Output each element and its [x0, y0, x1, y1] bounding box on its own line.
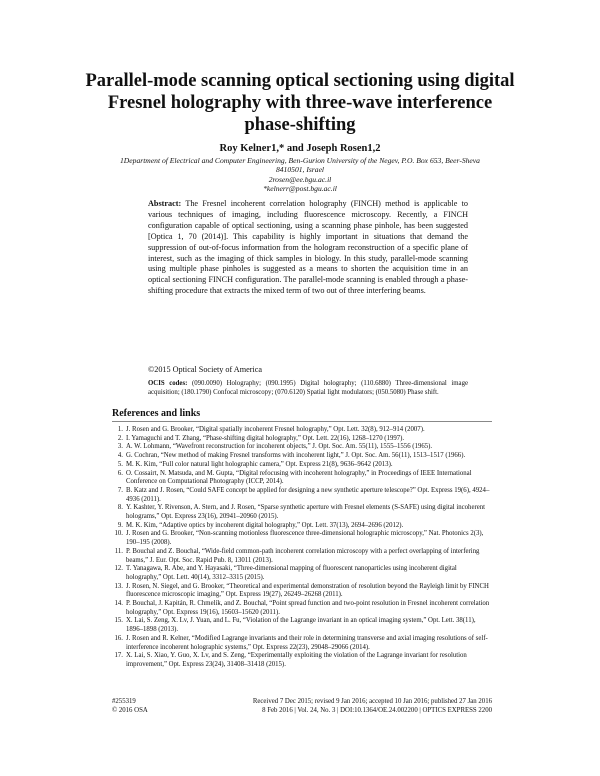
reference-item	[112, 452, 492, 461]
copyright-notice: ©2015 Optical Society of America	[148, 365, 262, 374]
author-list: Roy Kelner1,* and Joseph Rosen1,2	[219, 143, 381, 154]
reference-number: 4.	[117, 452, 123, 460]
reference-item	[112, 635, 492, 652]
reference-number: 13.	[114, 582, 123, 590]
reference-number: 1.	[117, 426, 123, 433]
reference-number: 10.	[114, 530, 123, 538]
paper-title: Parallel-mode scanning optical sectioning using digital Fresnel holography with three-wave interference phase-shifting	[85, 71, 515, 135]
references-heading: References and links	[112, 408, 201, 419]
email-link[interactable]: *kelnerr@post.bgu.ac.il	[263, 184, 337, 194]
footer-copyright: © 2016 OSA	[112, 707, 148, 714]
reference-item	[112, 470, 492, 487]
reference-text: G. Cochran, “New method of making Fresnel transforms with incoherent light,” J. Opt. Soc. Am. 56(11), 1513–1517 (1966).	[126, 452, 466, 460]
reference-text: M. K. Kim, “Full color natural light holographic camera,” Opt. Express 21(8), 9636–9642 (2013).	[126, 460, 393, 468]
reference-number: 3.	[117, 443, 123, 451]
reference-text: J. Rosen and G. Brooker, “Non-scanning motionless fluorescence three-dimensional holographic microscopy,” Nat. Photonics 2(3), 190–195 (2008).	[126, 530, 484, 547]
ocis-codes	[148, 380, 468, 397]
reference-item	[112, 530, 492, 547]
reference-item	[112, 548, 492, 565]
received-dates: Received 7 Dec 2015; revised 9 Jan 2016; accepted 10 Jan 2016; published 27 Jan 2016	[252, 698, 492, 705]
reference-item	[112, 565, 492, 582]
reference-text: O. Cossairt, N. Matsuda, and M. Gupta, “Digital refocusing with incoherent holography,” in Proceedings of IEEE International Conference on Computational Photography (ICCP, 2014).	[126, 469, 472, 486]
reference-item	[112, 487, 492, 504]
reference-number: 12.	[114, 565, 123, 573]
email-link[interactable]: 2rosen@ee.bgu.ac.il	[268, 174, 332, 184]
ocis-text: (090.0090) Holography; (090.1995) Digital holography; (110.6880) Three-dimensional image acquisition; (180.1790) Confocal microscopy; (070.6120) Spatial light modulators; (050.5080) Phase shift.	[148, 380, 468, 396]
reference-item	[112, 522, 492, 531]
reference-text: M. K. Kim, “Adaptive optics by incoherent digital holography,” Opt. Lett. 37(13), 2694–2696 (2012).	[126, 521, 404, 529]
reference-number: 17.	[114, 652, 123, 660]
reference-item	[112, 426, 492, 435]
reference-list	[112, 426, 492, 670]
reference-text: P. Bouchal and Z. Bouchal, “Wide-field common-path incoherent correlation microscopy with a perfect overlapping of interfering beams,” J. Eur. Opt. Soc. Rapid Pub. 8, 13011 (2013).	[126, 547, 480, 564]
reference-text: X. Lai, S. Zeng, X. Lv, J. Yuan, and L. Fu, “Violation of the Lagrange invariant in an optical imaging system,” Opt. Lett. 38(11), 1896–1898 (2013).	[126, 617, 476, 634]
reference-number: 2.	[117, 434, 123, 442]
reference-text: A. W. Lohmann, “Wavefront reconstruction for incoherent objects,” J. Opt. Soc. Am. 55(11), 1555–1556 (1965).	[126, 443, 433, 451]
abstract-label: Abstract:	[148, 199, 182, 208]
reference-number: 14.	[114, 600, 123, 608]
reference-text: I. Yamaguchi and T. Zhang, “Phase-shifting digital holography,” Opt. Lett. 22(16), 1268–1270 (1997).	[126, 434, 405, 442]
reference-item	[112, 583, 492, 600]
reference-text: J. Rosen and R. Kelner, “Modified Lagrange invariants and their role in determining transverse and axial imaging resolutions of self-interference incoherent holographic systems,” Opt. Express 22(23), 29048–29066 (2014).	[126, 634, 488, 651]
reference-text: J. Rosen, N. Siegel, and G. Brooker, “Theoretical and experimental demonstration of resolution beyond the Rayleigh limit by FINCH fluorescence microscopic imaging,” Opt. Express 19(27), 26249–26268 (2011).	[126, 582, 489, 599]
reference-text: J. Rosen and G. Brooker, “Digital spatially incoherent Fresnel holography,” Opt. Lett. 32(8), 912–914 (2007).	[126, 426, 425, 433]
ocis-label: OCIS codes:	[148, 380, 188, 387]
reference-text: X. Lai, S. Xiao, Y. Guo, X. Lv, and S. Zeng, “Experimentally exploiting the violation of the Lagrange invariant for resolution improvement,” Opt. Express 23(24), 31408–31418 (2015).	[126, 652, 467, 668]
citation-line: 8 Feb 2016 | Vol. 24, No. 3 | DOI:10.1364/OE.24.002200 | OPTICS EXPRESS 2200	[262, 707, 492, 714]
abstract	[148, 199, 468, 297]
reference-item	[112, 435, 492, 444]
reference-item	[112, 504, 492, 521]
article-id: #255319	[112, 698, 136, 705]
reference-item	[112, 443, 492, 452]
reference-text: Y. Kashter, Y. Rivenson, A. Stern, and J. Rosen, “Sparse synthetic aperture with Fresnel elements (S-SAFE) using digital incoherent holograms,” Opt. Express 23(16), 20941–20960 (2015).	[126, 504, 486, 521]
reference-item	[112, 652, 492, 669]
reference-number: 7.	[117, 486, 123, 494]
reference-number: 11.	[114, 547, 123, 555]
reference-number: 15.	[114, 617, 123, 625]
affiliation-block	[118, 156, 482, 194]
reference-number: 6.	[117, 469, 123, 477]
affiliation: 1Department of Electrical and Computer Engineering, Ben-Gurion University of the Negev, P.O. Box 653, Beer-Sheva 8410501, Israel	[120, 156, 480, 175]
abstract-text: The Fresnel incoherent correlation holography (FINCH) method is applicable to various techniques of imaging, including fluorescence microscopy. Recently, a FINCH configuration capable of optical sectioning, using a scanning phase pinhole, has been suggested [Optica 1, 70 (2014)]. This capability is highly important in situations that demand the suppression of out-of-focus information from the hologram reconstruction of a specific plane of interest, such as the imaging of thick samples in biology. In this study, parallel-mode scanning using multiple phase pinholes is suggested as a means to shorten the acquisition time in an optical sectioning FINCH configuration. The parallel-mode scanning is enabled through a phase-shifting procedure that extracts the mixed term of two out of three interfering beams.	[148, 199, 468, 296]
reference-text: B. Katz and J. Rosen, “Could SAFE concept be applied for designing a new synthetic aperture telescope?” Opt. Express 19(6), 4924–4936 (2011).	[126, 486, 490, 503]
reference-text: P. Bouchal, J. Kapitán, R. Chmelík, and Z. Bouchal, “Point spread function and two-point resolution in Fresnel incoherent correlation holography,” Opt. Express 19(16), 15603–15620 (2011).	[126, 600, 490, 616]
reference-item	[112, 461, 492, 470]
divider	[112, 421, 492, 422]
reference-number: 8.	[117, 504, 123, 512]
reference-number: 5.	[117, 460, 123, 468]
reference-number: 16.	[114, 634, 123, 642]
reference-item	[112, 600, 492, 617]
page-footer	[112, 697, 492, 715]
reference-number: 9.	[117, 521, 123, 529]
reference-item	[112, 617, 492, 634]
reference-text: T. Yanagawa, R. Abe, and Y. Hayasaki, “Three-dimensional mapping of fluorescent nanoparticles using incoherent digital holography,” Opt. Lett. 40(14), 3312–3315 (2015).	[126, 565, 457, 581]
